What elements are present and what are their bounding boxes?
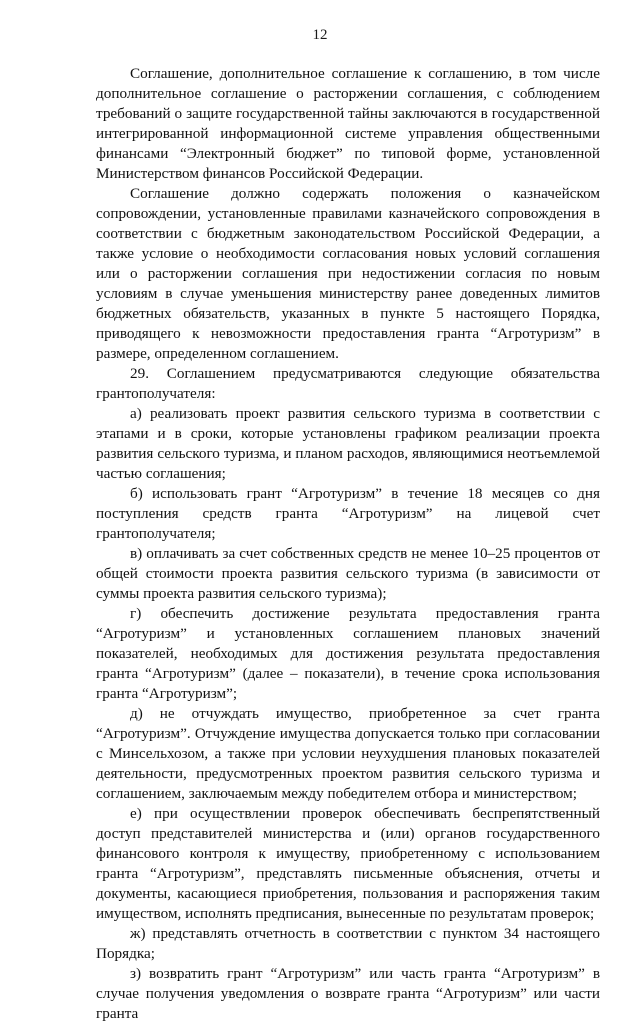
paragraph-obligation-d: д) не отчуждать имущество, приобретенное за счет гранта “Агротуризм”. Отчуждение имущества допускается только при согласовании с Минсельхозом, а также при условии неухудшения плановых показателей деятельности, предусмотренных проектом развития сельского туризма и соглашением, заключаемым между победителем отбора и министерством; [96, 705, 600, 802]
paragraph-item-29: 29. Соглашением предусматриваются следующие обязательства грантополучателя: [96, 365, 600, 402]
paragraph-obligation-b: б) использовать грант “Агротуризм” в течение 18 месяцев со дня поступления средств гранта “Агротуризм” на лицевой счет грантополучателя; [96, 485, 600, 542]
document-body [96, 64, 600, 1024]
paragraph-obligation-a: а) реализовать проект развития сельского туризма в соответствии с этапами и в сроки, которые установлены графиком реализации проекта развития сельского туризма, и планом расходов, являющимися неотъемлемой частью соглашения; [96, 405, 600, 482]
page-number: 12 [312, 27, 328, 43]
paragraph-obligation-zh: ж) представлять отчетность в соответствии с пунктом 34 настоящего Порядка; [96, 925, 600, 962]
paragraph-obligation-e: е) при осуществлении проверок обеспечивать беспрепятственный доступ представителей министерства и (или) органов государственного финансового контроля к имуществу, приобретенному с использованием гранта “Агротуризм”, представлять письменные объяснения, отчеты и документы, касающиеся приобретения, пользования и распоряжения таким имуществом, исполнять предписания, вынесенные по результатам проверок; [96, 805, 600, 922]
paragraph-treasury-support: Соглашение должно содержать положения о казначейском сопровождении, установленные правилами казначейского сопровождения в соответствии с бюджетным законодательством Российской Федерации, а также условие о необходимости согласования новых условий соглашения или о расторжении соглашения при недостижении согласия по новым условиям в случае уменьшения министерству ранее доведенных лимитов бюджетных обязательств, указанных в пункте 5 настоящего Порядка, приводящего к невозможности предоставления гранта “Агротуризм” в размере, определенном соглашением. [96, 185, 600, 362]
paragraph-obligation-g: г) обеспечить достижение результата предоставления гранта “Агротуризм” и установленных соглашением плановых значений показателей, необходимых для достижения результата предоставления гранта “Агротуризм” (далее – показатели), в течение срока использования гранта “Агротуризм”; [96, 605, 600, 702]
paragraph-obligation-z: з) возвратить грант “Агротуризм” или часть гранта “Агротуризм” в случае получения уведомления о возврате гранта “Агротуризм” или части гранта [96, 965, 600, 1022]
paragraph-obligation-v: в) оплачивать за счет собственных средств не менее 10–25 процентов от общей стоимости проекта развития сельского туризма (в зависимости от суммы проекта развития сельского туризма); [96, 545, 600, 602]
paragraph-agreement-form: Соглашение, дополнительное соглашение к соглашению, в том числе дополнительное соглашение о расторжении соглашения, с соблюдением требований о защите государственной тайны заключаются в государственной интегрированной информационной системе управления общественными финансами “Электронный бюджет” по типовой форме, установленной Министерством финансов Российской Федерации. [96, 65, 600, 182]
